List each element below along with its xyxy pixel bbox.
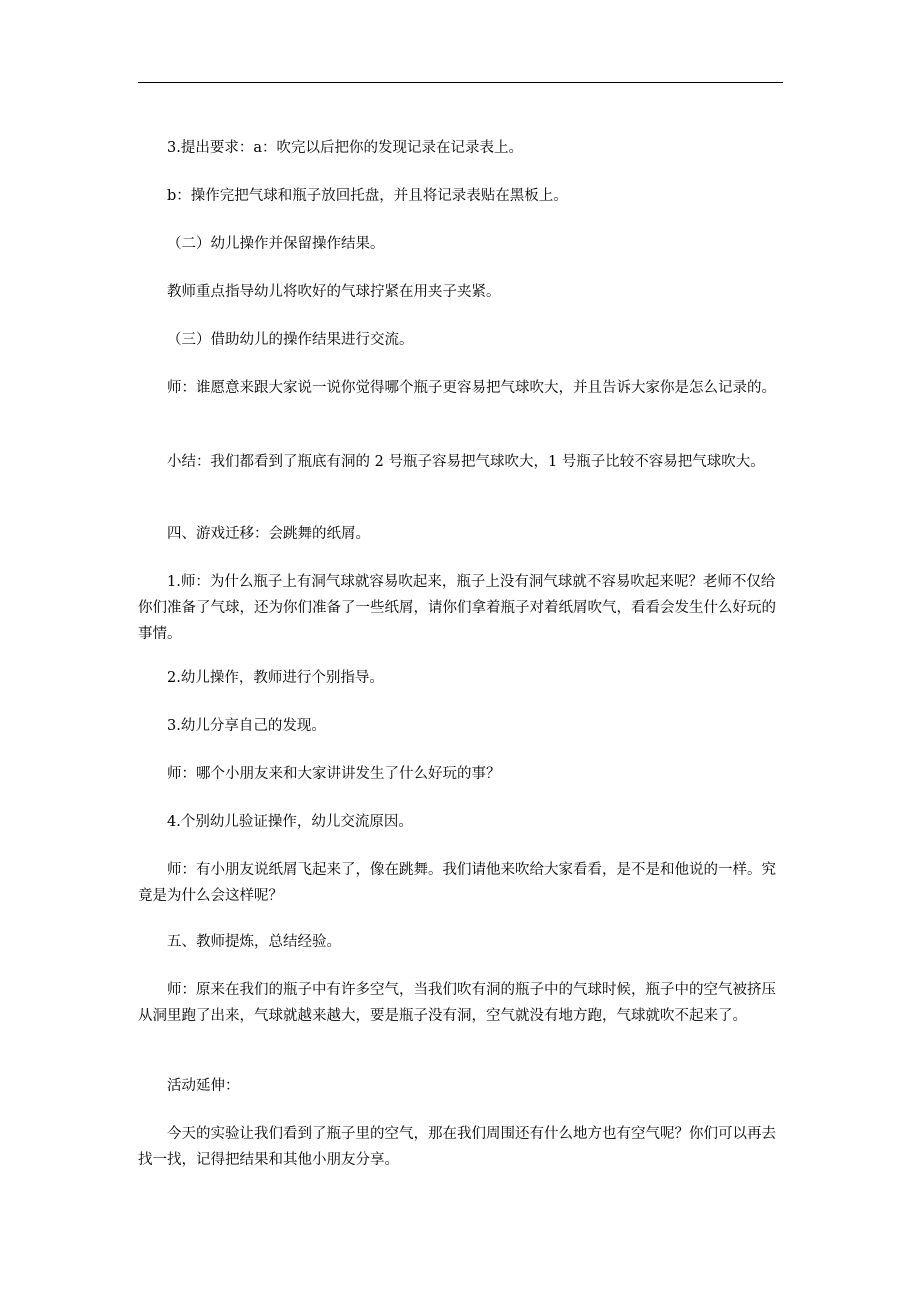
paragraph: 小结：我们都看到了瓶底有洞的 2 号瓶子容易把气球吹大，1 号瓶子比较不容易把气球吹大。 <box>167 454 765 470</box>
paragraph: 活动延伸： <box>167 1078 240 1094</box>
paragraph: 2.幼儿操作，教师进行个别指导。 <box>167 670 384 686</box>
paragraph: b：操作完把气球和瓶子放回托盘，并且将记录表贴在黑板上。 <box>167 188 568 204</box>
paragraph: 师：有小朋友说纸屑飞起来了，像在跳舞。我们请他来吹给大家看看，是不是和他说的一样。究竟是为什么会这样呢？ <box>138 862 776 904</box>
paragraph: 3.提出要求：a：吹完以后把你的发现记录在记录表上。 <box>167 140 523 156</box>
paragraph: 四、游戏迁移：会跳舞的纸屑。 <box>167 526 370 542</box>
paragraph: 1.师：为什么瓶子上有洞气球就容易吹起来，瓶子上没有洞气球就不容易吹起来呢？老师不仅给你们准备了气球，还为你们准备了一些纸屑，请你们拿着瓶子对着纸屑吹气，看看会发生什么好玩的事情。 <box>138 574 776 642</box>
paragraph: 4.个别幼儿验证操作，幼儿交流原因。 <box>167 814 413 830</box>
document-body <box>138 0 783 1302</box>
paragraph: 五、教师提炼，总结经验。 <box>167 934 341 950</box>
paragraph: 师：哪个小朋友来和大家讲讲发生了什么好玩的事？ <box>167 766 501 782</box>
paragraph: （二）幼儿操作并保留操作结果。 <box>167 236 385 252</box>
paragraph: （三）借助幼儿的操作结果进行交流。 <box>167 332 414 348</box>
paragraph: 师：原来在我们的瓶子中有许多空气，当我们吹有洞的瓶子中的气球时候，瓶子中的空气被挤压从洞里跑了出来，气球就越来越大，要是瓶子没有洞，空气就没有地方跑，气球就吹不起来了。 <box>138 982 776 1024</box>
paragraph: 今天的实验让我们看到了瓶子里的空气，那在我们周围还有什么地方也有空气呢？你们可以再去找一找，记得把结果和其他小朋友分享。 <box>138 1126 776 1168</box>
paragraph: 师：谁愿意来跟大家说一说你觉得哪个瓶子更容易把气球吹大，并且告诉大家你是怎么记录的。 <box>167 380 776 396</box>
paragraph: 3.幼儿分享自己的发现。 <box>167 718 326 734</box>
paragraph: 教师重点指导幼儿将吹好的气球拧紧在用夹子夹紧。 <box>167 284 501 300</box>
